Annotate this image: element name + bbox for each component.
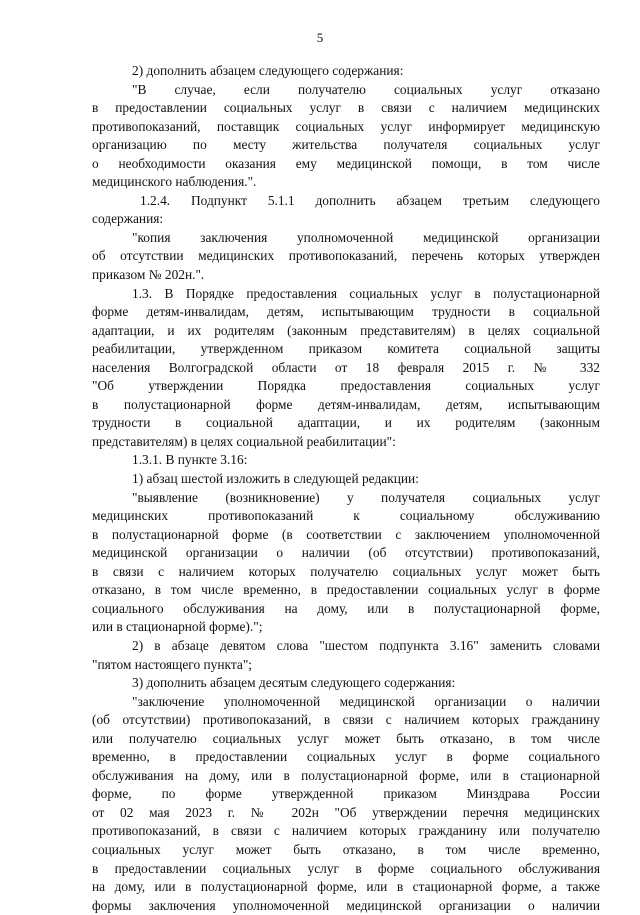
text-line: в полустационарной форме детям-инвалидам, детям, испытывающим — [92, 396, 600, 412]
text-line: 2) в абзаце девятом слова "шестом подпункта 3.16" заменить словами — [132, 637, 600, 653]
text-line: адаптации, и их родителям (законным представителям) в целях социальной — [92, 322, 600, 338]
text-line: 1.3.1. В пункте 3.16: — [132, 452, 248, 468]
text-line: "В случае, если получателю социальных услуг отказано — [132, 81, 600, 97]
text-line: организацию по месту жительства получателя социальных услуг — [92, 137, 600, 153]
text-line: в предоставлении социальных услуг в форме социального обслуживания — [92, 860, 600, 876]
text-line: социальных услуг может быть отказано, в том числе временно, — [92, 841, 600, 857]
text-line: медицинских противопоказаний к социальному обслуживанию — [92, 508, 600, 524]
text-line: приказом № 202н.". — [92, 267, 205, 283]
text-line: медицинской организации о наличии (об отсутствии) противопоказаний, — [92, 545, 600, 561]
text-line: трудности в социальной адаптации, и их родителям (законным — [92, 415, 600, 431]
text-line: представителям) в целях социальной реабилитации": — [92, 433, 396, 449]
text-line: противопоказаний, в связи с наличием которых гражданину или получателю — [92, 823, 600, 839]
text-line: формы заключения уполномоченной медицинской организации о наличии — [92, 897, 600, 913]
text-line: об отсутствии медицинских противопоказаний, перечень которых утвержден — [92, 248, 600, 264]
text-line: от 02 мая 2023 г. № 202н "Об утверждении перечня медицинских — [92, 804, 600, 820]
text-line: "заключение уполномоченной медицинской организации о наличии — [132, 693, 600, 709]
text-line: "пятом настоящего пункта"; — [92, 656, 253, 672]
document-body — [92, 62, 600, 915]
text-line: противопоказаний, поставщик социальных услуг информирует медицинскую — [92, 118, 600, 134]
text-line: отказано, в том числе временно, в предоставлении социальных услуг в форме — [92, 582, 600, 598]
text-line: форме, по форме утвержденной приказом Минздрава России — [92, 786, 600, 802]
text-line: 3) дополнить абзацем десятым следующего содержания: — [132, 675, 456, 691]
text-line: в полустационарной форме (в соответствии с заключением уполномоченной — [92, 526, 600, 542]
text-line: населения Волгоградской области от 18 февраля 2015 г. № 332 — [92, 359, 600, 375]
text-line: в связи с наличием которых получателю социальных услуг может быть — [92, 563, 600, 579]
text-line: 1) абзац шестой изложить в следующей редакции: — [132, 471, 419, 487]
text-line: на дому, или в полустационарной форме, или в стационарной форме, а также — [92, 879, 600, 895]
text-line: "выявление (возникновение) у получателя социальных услуг — [132, 489, 600, 505]
text-line: в предоставлении социальных услуг в связи с наличием медицинских — [92, 100, 600, 116]
text-line: реабилитации, утвержденном приказом комитета социальной защиты — [92, 341, 600, 357]
text-line: 2) дополнить абзацем следующего содержания: — [132, 63, 404, 78]
text-line: о необходимости оказания ему медицинской помощи, в том числе — [92, 155, 600, 171]
text-line: "Об утверждении Порядка предоставления социальных услуг — [92, 378, 600, 394]
text-line: 1.3. В Порядке предоставления социальных услуг в полустационарной — [132, 285, 600, 301]
text-line: (об отсутствии) противопоказаний, в связи с наличием которых гражданину — [92, 712, 600, 728]
text-line: 1.2.4. Подпункт 5.1.1 дополнить абзацем третьим следующего — [140, 192, 600, 208]
text-line: или в стационарной форме)."; — [92, 619, 263, 635]
page-number: 5 — [316, 30, 324, 45]
text-line: медицинского наблюдения.". — [92, 174, 257, 190]
text-line: социального обслуживания на дому, или в полустационарной форме, — [92, 600, 600, 616]
text-line: форме детям-инвалидам, детям, испытывающим трудности в социальной — [92, 304, 600, 320]
text-line: "копия заключения уполномоченной медицинской организации — [132, 229, 600, 245]
text-line: обслуживания на дому, или в полустационарной форме, или в стационарной — [92, 767, 600, 783]
text-line: временно, в предоставлении социальных услуг в форме социального — [92, 749, 600, 765]
text-line: или получателю социальных услуг может быть отказано, в том числе — [92, 730, 600, 746]
text-line: содержания: — [92, 211, 164, 227]
